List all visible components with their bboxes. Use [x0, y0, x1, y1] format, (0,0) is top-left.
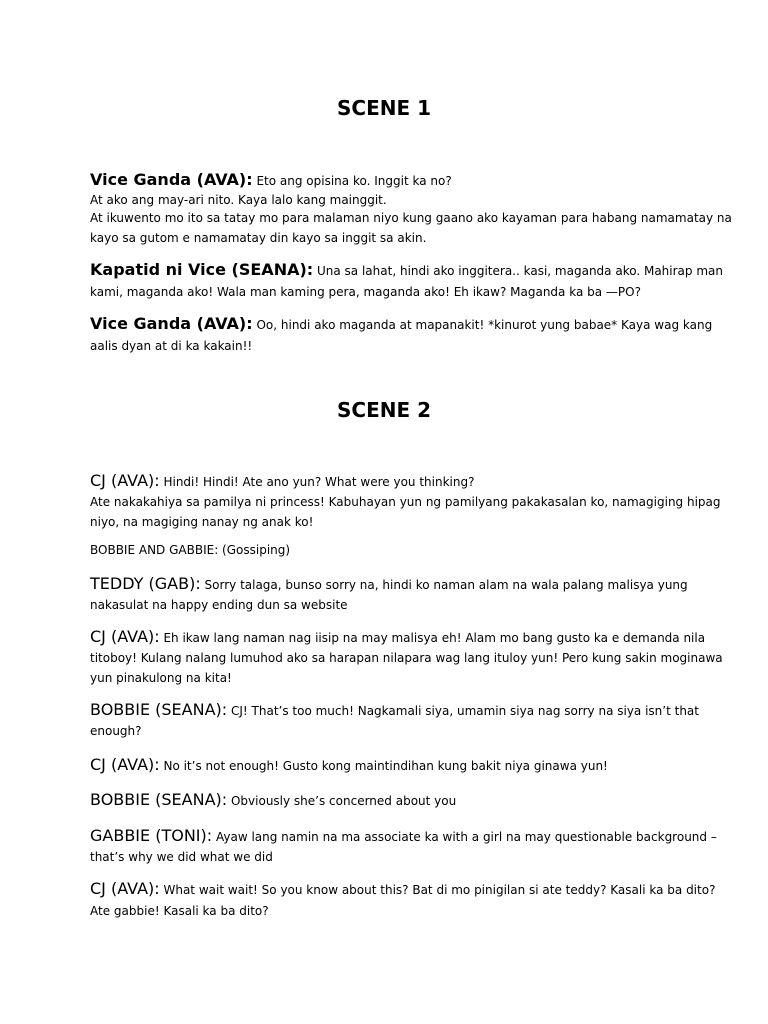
dialogue-text: Oo, hindi ako maganda at mapanakit! *kinurot yung babae* Kaya wag kang — [256, 318, 713, 332]
dialogue-line: Ate nakakahiya sa pamilya ni princess! Kabuhayan yun ng pamilyang pakakasalan ko, namagiging hipag — [90, 495, 721, 509]
dialogue-line: that’s why we did what we did — [90, 850, 273, 864]
dialogue-line: At ako ang may-ari nito. Kaya lalo kang mainggit. — [90, 193, 387, 207]
dialogue-line — [90, 170, 690, 191]
dialogue-text: What wait wait! So you know about this? Bat di mo pinigilan si ate teddy? Kasali ka ba dito? — [163, 883, 716, 897]
speaker-name: TEDDY (GAB): — [90, 574, 201, 593]
dialogue-text: Obviously she’s concerned about you — [230, 794, 457, 808]
speaker-name: BOBBIE (SEANA): — [90, 790, 228, 809]
dialogue-line — [90, 700, 699, 721]
speaker-name: GABBIE (TONI): — [90, 826, 213, 845]
dialogue-line — [90, 314, 713, 335]
dialogue-text: Eto ang opisina ko. Inggit ka no? — [256, 174, 452, 188]
dialogue-line — [90, 755, 690, 776]
dialogue-line: nakasulat na happy ending dun sa website — [90, 598, 348, 612]
dialogue-line: kayo sa gutom e namamatay din kayo sa inggit sa akin. — [90, 231, 427, 245]
dialogue-text: No it’s not enough! Gusto kong maintindihan kung bakit niya ginawa yun! — [163, 759, 608, 773]
dialogue-line: aalis dyan at di ka kakain!! — [90, 339, 253, 353]
dialogue-text: Sorry talaga, bunso sorry na, hindi ko naman alam na wala palang malisya yung — [204, 578, 688, 592]
dialogue-line: At ikuwento mo ito sa tatay mo para malaman niyo kung gaano ako kayaman para habang namamatay na — [90, 211, 732, 225]
dialogue-text: CJ! That’s too much! Nagkamali siya, umamin siya nag sorry na siya isn’t that — [230, 704, 699, 718]
speaker-name: Vice Ganda (AVA): — [90, 170, 253, 189]
speaker-name: CJ (AVA): — [90, 879, 160, 898]
dialogue-line: niyo, na magiging nanay ng anak ko! — [90, 515, 314, 529]
scene-1-title: SCENE 1 — [336, 96, 432, 120]
dialogue-line: Ate gabbie! Kasali ka ba dito? — [90, 904, 269, 918]
dialogue-text: Hindi! Hindi! Ate ano yun? What were you thinking? — [163, 475, 475, 489]
dialogue-line: yun pinakulong na kita! — [90, 671, 232, 685]
dialogue-text: Una sa lahat, hindi ako inggitera.. kasi, maganda ako. Mahirap man — [317, 264, 723, 278]
speaker-name: CJ (AVA): — [90, 627, 160, 646]
dialogue-line: titoboy! Kulang nalang lumuhod ako sa harapan nilapara wag lang ituloy yun! Pero kung sakin moginawa — [90, 651, 723, 665]
stage-direction: BOBBIE AND GABBIE: (Gossiping) — [90, 543, 291, 557]
dialogue-line — [90, 879, 716, 900]
dialogue-line: enough? — [90, 724, 142, 738]
speaker-name: Kapatid ni Vice (SEANA): — [90, 260, 314, 279]
dialogue-line — [90, 826, 717, 847]
dialogue-text: Ayaw lang namin na ma associate ka with a girl na may questionable background – — [215, 830, 717, 844]
speaker-name: CJ (AVA): — [90, 471, 160, 490]
dialogue-line — [90, 574, 690, 595]
scene-2-title: SCENE 2 — [336, 398, 432, 422]
speaker-name: BOBBIE (SEANA): — [90, 700, 228, 719]
dialogue-line — [90, 627, 706, 648]
dialogue-line — [90, 260, 723, 281]
dialogue-line — [90, 790, 690, 811]
dialogue-line: kami, maganda ako! Wala man kaming pera, maganda ako! Eh ikaw? Maganda ka ba —PO? — [90, 285, 641, 299]
dialogue-line — [90, 471, 690, 492]
speaker-name: Vice Ganda (AVA): — [90, 314, 253, 333]
dialogue-text: Eh ikaw lang naman nag iisip na may malisya eh! Alam mo bang gusto ka e demanda nila — [163, 631, 706, 645]
speaker-name: CJ (AVA): — [90, 755, 160, 774]
